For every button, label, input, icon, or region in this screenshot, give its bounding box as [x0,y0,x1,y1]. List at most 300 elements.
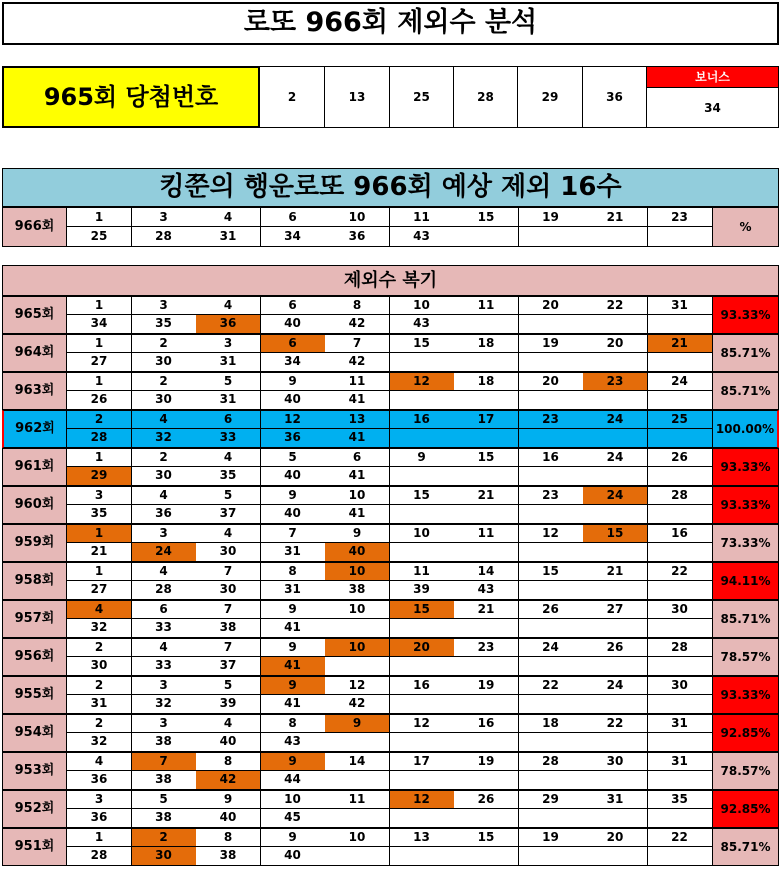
number-cell: 40 [261,505,326,524]
recap-row [2,448,779,486]
round-label: 951회 [2,828,67,866]
number-cell: 11 [325,372,390,391]
number-cell: 1 [67,524,132,543]
empty-cell [454,429,519,448]
number-cell: 43 [390,227,455,247]
number-cell: 5 [261,448,326,467]
empty-cell [519,505,584,524]
number-cell: 10 [261,790,326,809]
number-cell: 2 [67,638,132,657]
empty-cell [519,809,584,828]
winning-number: 36 [583,66,647,128]
number-cell: 30 [67,657,132,676]
recap-row [2,714,779,752]
empty-cell [648,315,713,334]
empty-cell [648,809,713,828]
empty-cell [648,505,713,524]
number-cell: 2 [132,448,197,467]
empty-cell [648,391,713,410]
number-cell: 31 [196,353,261,372]
number-cell: 28 [132,581,197,600]
empty-cell [325,847,390,866]
number-cell: 9 [261,486,326,505]
number-cell: 4 [132,562,197,581]
number-cell: 44 [261,771,326,790]
recap-row [2,410,779,448]
round-label: 964회 [2,334,67,372]
number-cell: 6 [261,296,326,315]
winning-number: 25 [390,66,454,128]
empty-cell [583,315,648,334]
number-cell: 22 [648,562,713,581]
number-cell: 18 [454,372,519,391]
empty-cell [519,429,584,448]
number-cell: 3 [132,714,197,733]
empty-cell [519,847,584,866]
empty-cell [454,505,519,524]
number-cell: 10 [325,638,390,657]
number-cell: 36 [67,771,132,790]
number-cell: 22 [583,296,648,315]
number-cell: 25 [648,410,713,429]
number-cell: 31 [648,714,713,733]
recap-row [2,524,779,562]
number-cell: 12 [390,714,455,733]
round-label: 963회 [2,372,67,410]
number-cell: 10 [325,562,390,581]
number-cell: 16 [519,448,584,467]
recap-row [2,752,779,790]
number-cell: 31 [261,543,326,562]
number-cell: 2 [67,410,132,429]
empty-cell [519,657,584,676]
number-cell: 29 [67,467,132,486]
number-cell: 3 [132,207,197,227]
number-cell: 36 [132,505,197,524]
number-cell: 2 [67,676,132,695]
empty-cell [648,657,713,676]
number-cell: 22 [519,676,584,695]
winning-number: 13 [325,66,390,128]
round-label: 965회 [2,296,67,334]
number-cell: 36 [325,227,390,247]
number-cell: 12 [519,524,584,543]
number-cell: 1 [67,448,132,467]
empty-cell [325,657,390,676]
number-cell: 5 [196,372,261,391]
empty-cell [519,467,584,486]
recap-row [2,790,779,828]
number-cell: 30 [648,676,713,695]
empty-cell [454,353,519,372]
number-cell: 14 [454,562,519,581]
number-cell: 31 [648,752,713,771]
empty-cell [390,809,455,828]
number-cell: 41 [261,695,326,714]
number-cell: 28 [648,486,713,505]
empty-cell [390,467,455,486]
match-percent: 78.57% [712,752,779,790]
round-label: 955회 [2,676,67,714]
empty-cell [648,771,713,790]
number-cell: 7 [196,562,261,581]
number-cell: 5 [132,790,197,809]
number-cell: 28 [67,847,132,866]
number-cell: 41 [261,619,326,638]
number-cell: 7 [132,752,197,771]
number-cell: 15 [519,562,584,581]
number-cell: 23 [648,207,713,227]
empty-cell [583,809,648,828]
round-label: 958회 [2,562,67,600]
empty-cell [583,505,648,524]
empty-cell [583,733,648,752]
number-cell: 24 [583,410,648,429]
empty-cell [519,619,584,638]
number-cell: 12 [390,372,455,391]
number-cell: 24 [519,638,584,657]
number-cell: 1 [67,828,132,847]
number-cell: 39 [390,581,455,600]
number-cell: 40 [196,733,261,752]
number-cell: 1 [67,207,132,227]
number-cell: 41 [325,391,390,410]
number-cell: 31 [196,227,261,247]
match-percent: 92.85% [712,790,779,828]
number-cell: 15 [390,334,455,353]
number-cell: 9 [261,600,326,619]
number-cell: 6 [261,207,326,227]
match-percent: 85.71% [712,828,779,866]
empty-cell [519,353,584,372]
number-cell: 4 [196,207,261,227]
empty-cell [648,733,713,752]
round-label: 961회 [2,448,67,486]
number-cell: 21 [583,562,648,581]
round-label: 966회 [2,207,67,247]
number-cell: 21 [648,334,713,353]
number-cell: 4 [132,638,197,657]
empty-cell [390,657,455,676]
number-cell: 9 [261,676,326,695]
number-cell: 4 [132,486,197,505]
number-cell: 12 [390,790,455,809]
number-cell: 13 [390,828,455,847]
number-cell: 27 [67,581,132,600]
number-cell: 36 [67,809,132,828]
empty-cell [583,657,648,676]
number-cell: 15 [390,486,455,505]
number-cell: 33 [196,429,261,448]
empty-cell [454,657,519,676]
recap-row [2,372,779,410]
number-cell: 42 [196,771,261,790]
number-cell: 40 [261,847,326,866]
number-cell: 20 [583,828,648,847]
number-cell: 31 [583,790,648,809]
match-percent: 93.33% [712,486,779,524]
empty-cell [519,315,584,334]
empty-cell [390,847,455,866]
empty-cell [390,353,455,372]
number-cell: 20 [390,638,455,657]
number-cell: 30 [132,391,197,410]
number-cell: 16 [390,410,455,429]
number-cell: 28 [67,429,132,448]
round-label: 962회 [2,410,67,448]
number-cell: 15 [454,448,519,467]
number-cell: 42 [325,695,390,714]
number-cell: 35 [196,467,261,486]
empty-cell [648,847,713,866]
number-cell: 40 [325,543,390,562]
number-cell: 7 [196,600,261,619]
number-cell: 10 [325,828,390,847]
number-cell: 3 [132,296,197,315]
number-cell: 26 [648,448,713,467]
number-cell: 4 [196,296,261,315]
match-percent: 100.00% [712,410,779,448]
number-cell: 6 [325,448,390,467]
empty-cell [325,809,390,828]
number-cell: 35 [67,505,132,524]
number-cell: 37 [196,505,261,524]
winning-number: 29 [518,66,583,128]
number-cell: 15 [454,207,519,227]
number-cell: 16 [390,676,455,695]
number-cell: 22 [648,828,713,847]
empty-cell [454,771,519,790]
empty-cell [648,581,713,600]
number-cell: 9 [261,638,326,657]
round-label: 954회 [2,714,67,752]
number-cell: 32 [132,429,197,448]
number-cell: 31 [67,695,132,714]
number-cell: 33 [132,619,197,638]
number-cell: 24 [583,486,648,505]
number-cell: 20 [519,296,584,315]
number-cell: 9 [325,524,390,543]
number-cell: 36 [196,315,261,334]
number-cell: 15 [390,600,455,619]
number-cell: 42 [325,353,390,372]
number-cell: 25 [67,227,132,247]
number-cell: 21 [454,486,519,505]
number-cell: 2 [132,372,197,391]
empty-cell [583,771,648,790]
number-cell: 20 [519,372,584,391]
number-cell: 9 [325,714,390,733]
number-cell: 1 [67,562,132,581]
match-percent: 85.71% [712,372,779,410]
empty-cell [583,695,648,714]
number-cell: 16 [454,714,519,733]
number-cell: 38 [325,581,390,600]
recap-row [2,486,779,524]
empty-cell [519,581,584,600]
number-cell: 18 [519,714,584,733]
number-cell: 34 [261,227,326,247]
number-cell: 3 [132,524,197,543]
number-cell: 40 [261,467,326,486]
number-cell: 24 [583,448,648,467]
number-cell: 27 [67,353,132,372]
prediction-title: 킹쭌의 행운로또 966회 예상 제외 16수 [2,168,779,207]
number-cell: 12 [325,676,390,695]
match-percent: 78.57% [712,638,779,676]
match-percent: 94.11% [712,562,779,600]
number-cell: 43 [390,315,455,334]
number-cell: 15 [454,828,519,847]
bonus-box [647,66,779,128]
number-cell: 29 [519,790,584,809]
recap-row [2,562,779,600]
empty-cell [583,467,648,486]
empty-cell [454,391,519,410]
number-cell: 11 [454,296,519,315]
empty-cell [325,733,390,752]
empty-cell [519,695,584,714]
number-cell: 45 [261,809,326,828]
number-cell: 43 [261,733,326,752]
match-percent: 93.33% [712,448,779,486]
match-percent: 73.33% [712,524,779,562]
empty-cell [519,771,584,790]
empty-cell [519,543,584,562]
number-cell: 8 [261,714,326,733]
empty-cell [519,227,584,247]
empty-cell [583,581,648,600]
empty-cell [583,353,648,372]
number-cell: 24 [583,676,648,695]
number-cell: 37 [196,657,261,676]
round-label: 959회 [2,524,67,562]
number-cell: 4 [132,410,197,429]
empty-cell [648,227,713,247]
empty-cell [390,771,455,790]
number-cell: 26 [519,600,584,619]
empty-cell [454,315,519,334]
number-cell: 30 [132,847,197,866]
number-cell: 9 [261,752,326,771]
empty-cell [583,619,648,638]
number-cell: 16 [648,524,713,543]
empty-cell [454,227,519,247]
number-cell: 36 [261,429,326,448]
empty-cell [648,619,713,638]
number-cell: 8 [325,296,390,315]
number-cell: 17 [390,752,455,771]
empty-cell [519,391,584,410]
round-label: 952회 [2,790,67,828]
number-cell: 3 [196,334,261,353]
match-percent: 85.71% [712,600,779,638]
number-cell: 4 [67,752,132,771]
number-cell: 32 [67,733,132,752]
empty-cell [583,391,648,410]
match-percent: 92.85% [712,714,779,752]
number-cell: 19 [454,752,519,771]
number-cell: 30 [196,581,261,600]
recap-row [2,638,779,676]
number-cell: 19 [519,828,584,847]
number-cell: 21 [583,207,648,227]
empty-cell [454,695,519,714]
empty-cell [454,809,519,828]
number-cell: 9 [261,372,326,391]
number-cell: 26 [67,391,132,410]
match-percent: % [712,207,779,247]
number-cell: 30 [648,600,713,619]
empty-cell [390,505,455,524]
number-cell: 41 [325,505,390,524]
number-cell: 34 [261,353,326,372]
number-cell: 23 [583,372,648,391]
round-label: 956회 [2,638,67,676]
number-cell: 26 [583,638,648,657]
number-cell: 40 [196,809,261,828]
number-cell: 30 [132,353,197,372]
recap-row [2,600,779,638]
number-cell: 13 [325,410,390,429]
number-cell: 19 [454,676,519,695]
number-cell: 40 [261,391,326,410]
number-cell: 4 [196,448,261,467]
number-cell: 3 [132,676,197,695]
empty-cell [583,227,648,247]
prediction-row [2,207,779,247]
number-cell: 23 [454,638,519,657]
empty-cell [454,467,519,486]
number-cell: 30 [196,543,261,562]
number-cell: 6 [132,600,197,619]
empty-cell [648,353,713,372]
number-cell: 7 [325,334,390,353]
round-label: 957회 [2,600,67,638]
number-cell: 6 [196,410,261,429]
number-cell: 8 [261,562,326,581]
number-cell: 31 [261,581,326,600]
number-cell: 11 [390,562,455,581]
empty-cell [390,733,455,752]
number-cell: 28 [648,638,713,657]
number-cell: 3 [67,790,132,809]
empty-cell [390,543,455,562]
number-cell: 12 [261,410,326,429]
number-cell: 4 [196,524,261,543]
empty-cell [390,391,455,410]
empty-cell [648,543,713,562]
empty-cell [583,429,648,448]
number-cell: 23 [519,486,584,505]
number-cell: 18 [454,334,519,353]
number-cell: 38 [132,809,197,828]
empty-cell [454,847,519,866]
empty-cell [519,733,584,752]
number-cell: 38 [196,847,261,866]
bonus-label: 보너스 [647,67,778,87]
number-cell: 4 [67,600,132,619]
recap-row [2,334,779,372]
number-cell: 34 [67,315,132,334]
number-cell: 41 [325,467,390,486]
number-cell: 43 [454,581,519,600]
round-label: 960회 [2,486,67,524]
number-cell: 31 [648,296,713,315]
number-cell: 8 [196,828,261,847]
recap-title: 제외수 복기 [2,265,779,296]
number-cell: 15 [583,524,648,543]
